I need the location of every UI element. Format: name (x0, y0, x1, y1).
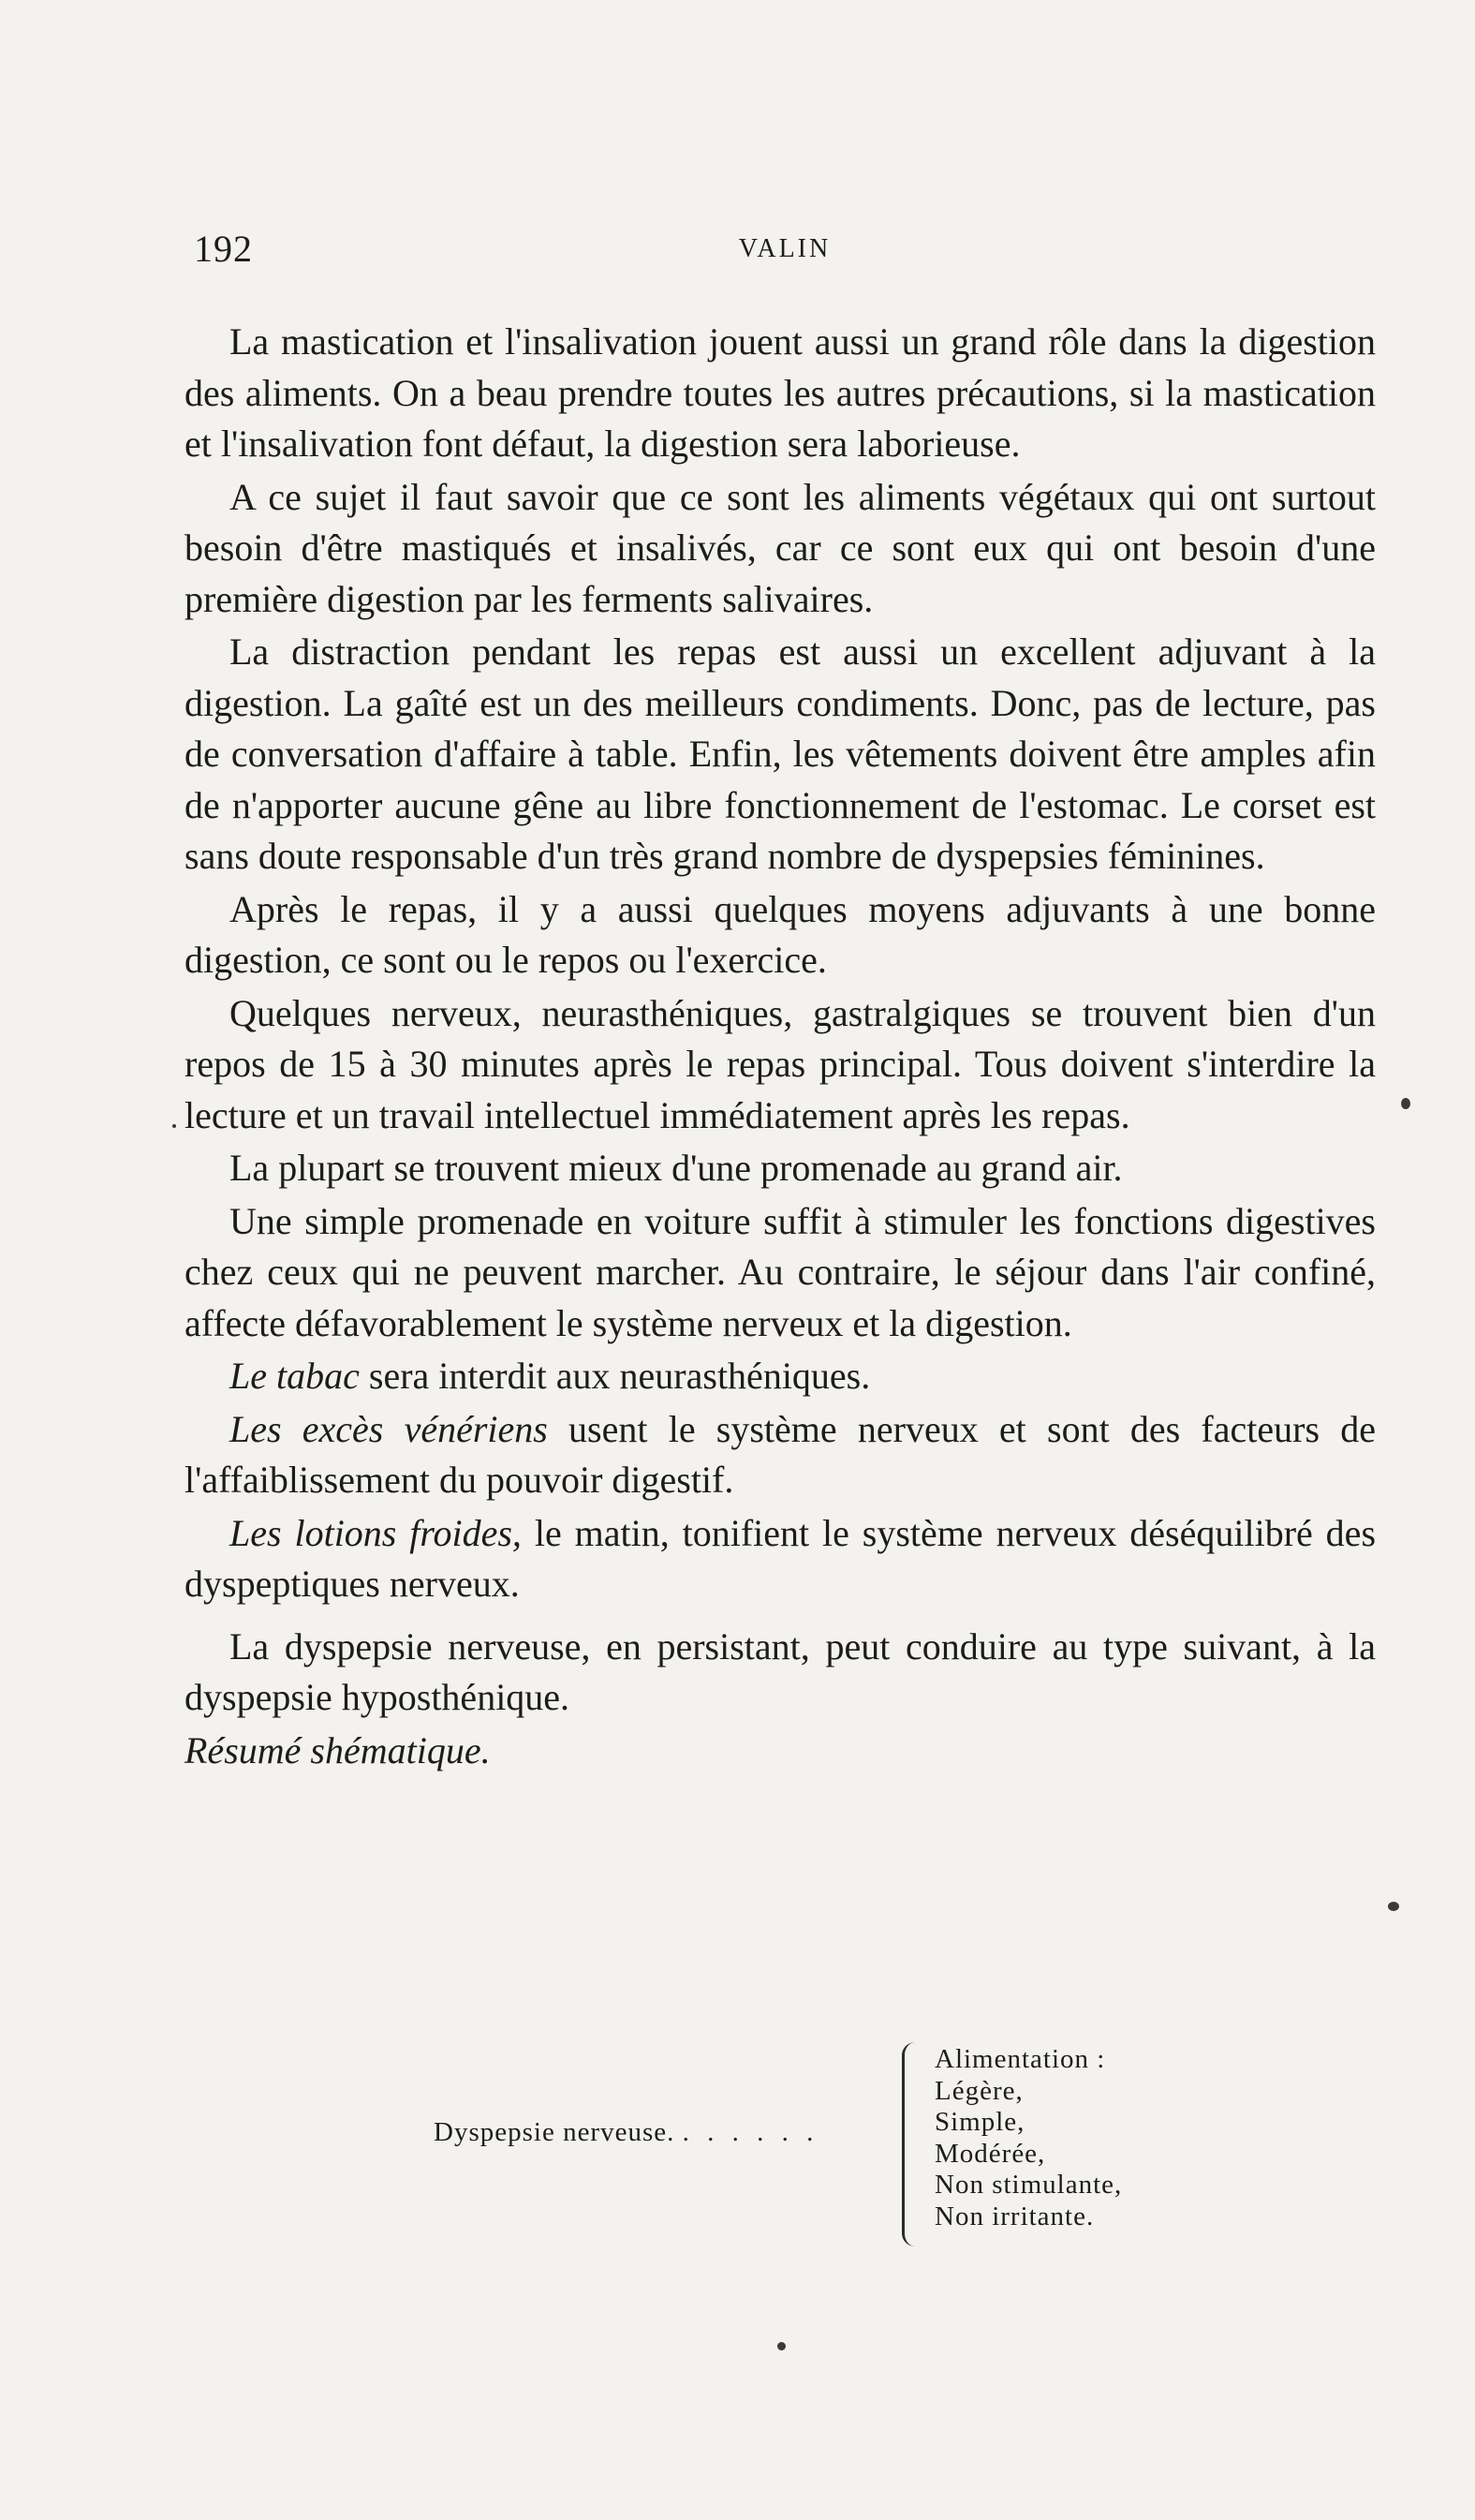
schema-list (935, 2044, 1122, 2232)
paragraph-distraction: La distraction pendant les repas est aussi un excellent adjuvant à la digestion. La gaîté est un des meilleurs condiments. Donc, pas de lecture, pas de conversation d'affaire à table. Enfin, les vêtements doivent être amples afin de n'apporter aucune gêne au libre fonctionnement de l'estomac. Le corset est sans doute responsable d'un très grand nombre de dyspepsies féminines. (184, 630, 1376, 877)
ink-speck (1388, 1902, 1399, 1911)
schema-item: Légère, (935, 2075, 1024, 2106)
paragraph-nerveux: Quelques nerveux, neurasthéniques, gastralgiques se trouvent bien d'un repos de 15 à 30 minutes après le repas principal. Tous doivent s'interdire la lecture et un travail intellectuel immédiatement après les repas. (184, 991, 1376, 1136)
paragraph-tabac (184, 1351, 1376, 1402)
tabac-text: sera interdit aux neurasthéniques. (359, 1355, 871, 1397)
paragraph-vegetaux: A ce sujet il faut savoir que ce sont les aliments végétaux qui ont surtout besoin d'être mastiqués et insalivés, car ce sont eux qui ont besoin d'une première digestion par les ferments salivaires. (184, 475, 1376, 620)
resume-heading-italic: Résumé shématique. (184, 1728, 491, 1771)
body-text (184, 317, 1376, 1778)
paragraph-mastication: La mastication et l'insalivation jouent aussi un grand rôle dans la digestion des aliments. On a beau prendre toutes les autres précautions, si la mastication et l'insalivation font défaut, la digestion sera laborieuse. (184, 320, 1376, 465)
ink-speck (1401, 1098, 1410, 1109)
schematic-summary (434, 2044, 1276, 2260)
schema-item: Simple, (935, 2107, 1025, 2137)
running-head: VALIN (738, 234, 832, 263)
ink-speck (777, 2342, 786, 2350)
paragraph-lotions (184, 1508, 1376, 1610)
exces-italic: Les excès vénériens (229, 1407, 548, 1450)
schema-leader-dots: . . . . . . (682, 2117, 819, 2147)
curly-brace-icon (902, 2042, 922, 2246)
schema-item: Non irritante. (935, 2201, 1095, 2231)
schema-term-label: Dyspepsie nerveuse. (434, 2117, 675, 2147)
paragraph-exces (184, 1404, 1376, 1506)
page-header (194, 227, 1376, 283)
schema-term (434, 2117, 819, 2148)
page-number: 192 (194, 228, 253, 270)
tabac-italic: Le tabac (229, 1355, 360, 1397)
schema-item: Non stimulante, (935, 2170, 1123, 2200)
paragraph-apres-repas: Après le repas, il y a aussi quelques moyens adjuvants à une bonne digestion, ce sont ou le repos ou l'exercice. (184, 887, 1376, 981)
ink-speck (172, 1124, 176, 1128)
paragraph-promenade: La plupart se trouvent mieux d'une promenade au grand air. (229, 1147, 1123, 1189)
resume-heading (184, 1726, 1376, 1777)
lotions-italic: Les lotions froides, (229, 1511, 522, 1554)
schema-item: Modérée, (935, 2138, 1046, 2169)
exces-text: usent le système nerveux et sont des facteurs de l'affaiblissement du pouvoir digestif. (184, 1407, 1376, 1501)
paragraph-closing: La dyspepsie nerveuse, en persistant, peut conduire au type suivant, à la dyspepsie hyposthénique. (184, 1624, 1376, 1718)
paragraph-voiture: Une simple promenade en voiture suffit à stimuler les fonctions digestives chez ceux qui ne peuvent marcher. Au contraire, le séjour dans l'air confiné, affecte défavorablement le système nerveux et la digestion. (184, 1199, 1376, 1344)
lotions-text: le matin, tonifient le système nerveux déséquilibré des dyspeptiques nerveux. (184, 1511, 1377, 1605)
schema-item: Alimentation : (935, 2044, 1106, 2074)
